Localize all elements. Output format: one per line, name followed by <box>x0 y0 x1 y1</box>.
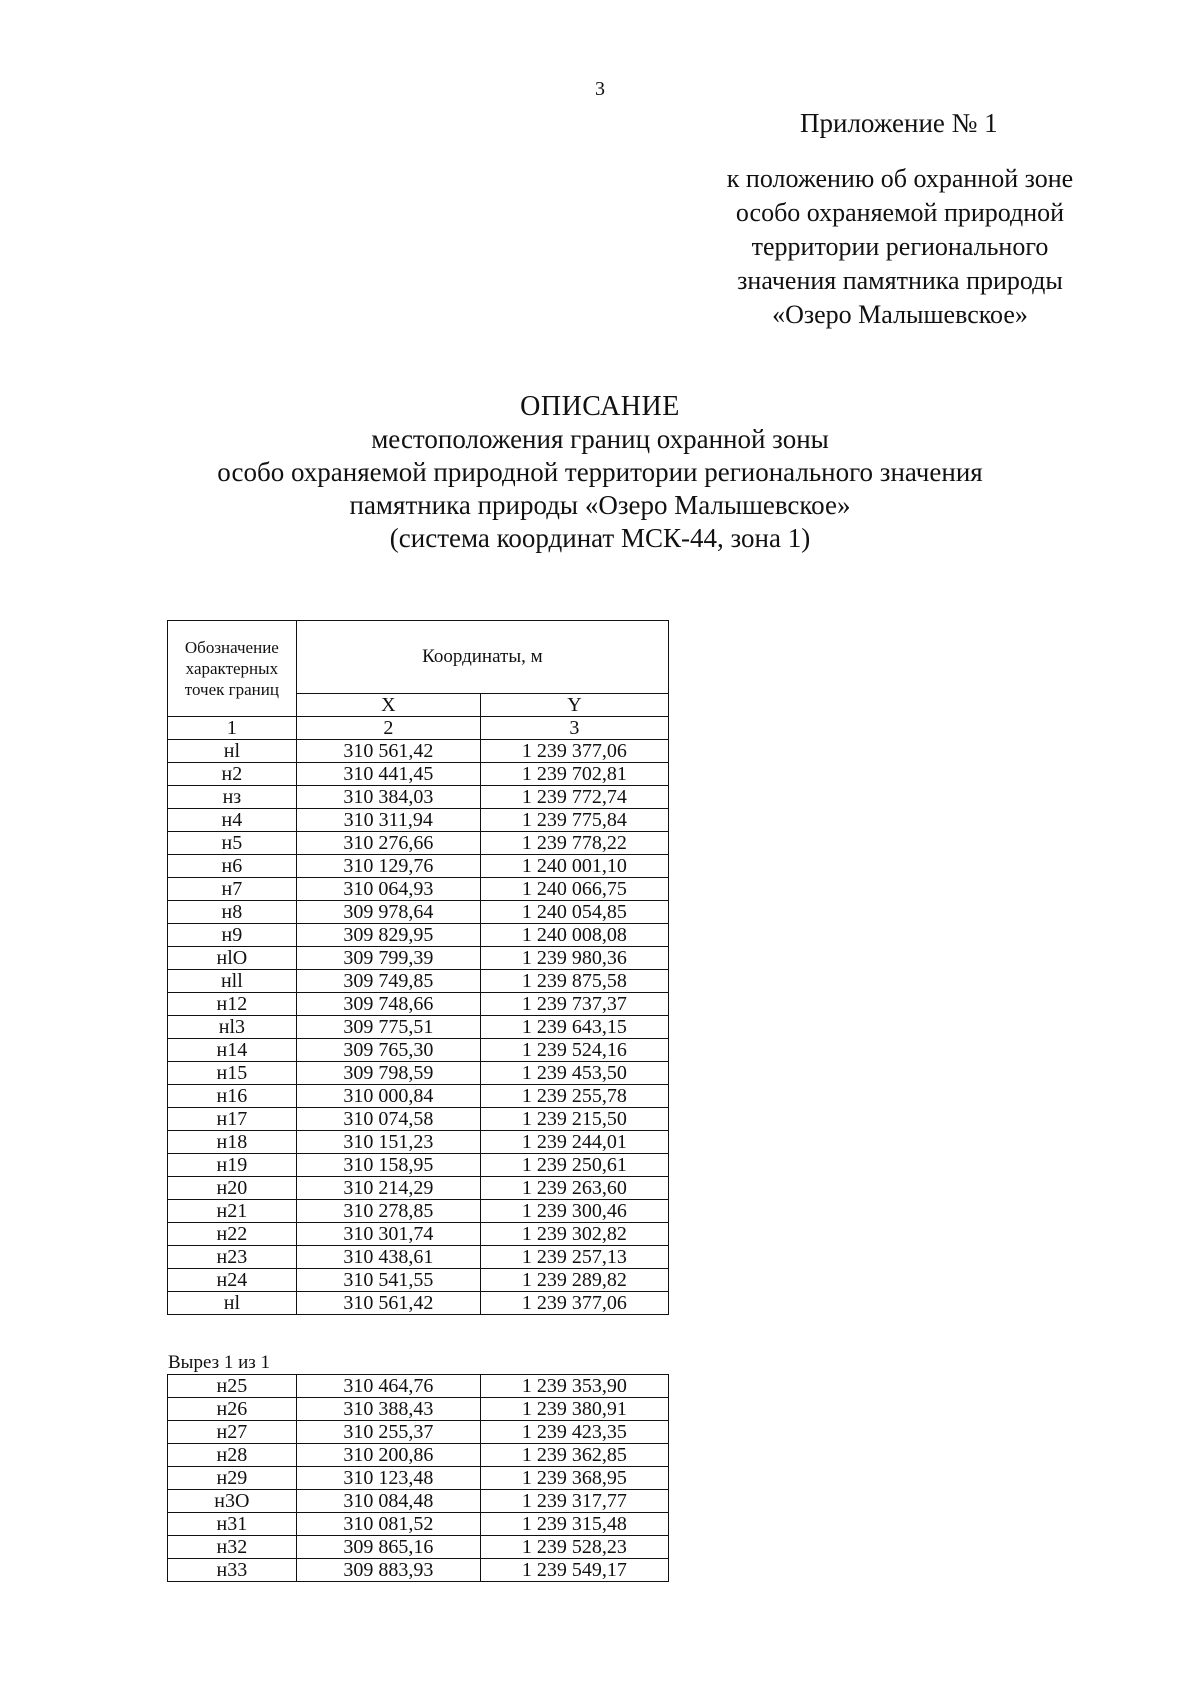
y-value: 1 239 423,35 <box>480 1421 668 1444</box>
y-value: 1 239 250,61 <box>480 1154 668 1177</box>
y-value: 1 240 008,08 <box>480 924 668 947</box>
table-row <box>168 1039 669 1062</box>
point-label: н8 <box>168 901 297 924</box>
cutout-caption: Вырез 1 из 1 <box>168 1352 271 1373</box>
y-value: 1 239 380,91 <box>480 1398 668 1421</box>
y-value: 1 239 778,22 <box>480 832 668 855</box>
y-value: 1 239 362,85 <box>480 1444 668 1467</box>
x-value: 310 276,66 <box>296 832 480 855</box>
table-row <box>168 740 669 763</box>
table-row <box>168 1444 669 1467</box>
point-label: н22 <box>168 1223 297 1246</box>
y-value: 1 239 255,78 <box>480 1085 668 1108</box>
point-label: нll <box>168 970 297 993</box>
point-label: н29 <box>168 1467 297 1490</box>
appendix-subtitle-line: «Озеро Малышевское» <box>772 300 1028 329</box>
point-label: нз <box>168 786 297 809</box>
table-row <box>168 1269 669 1292</box>
point-label: нl <box>168 740 297 763</box>
header-col-number: 1 <box>168 717 297 740</box>
header-y: Y <box>480 694 668 717</box>
heading-line: особо охраняемой природной территории регионального значения <box>217 457 983 487</box>
y-value: 1 239 772,74 <box>480 786 668 809</box>
table-row <box>168 786 669 809</box>
y-value: 1 239 353,90 <box>480 1375 668 1398</box>
point-label: н7 <box>168 878 297 901</box>
x-value: 310 255,37 <box>296 1421 480 1444</box>
appendix-subtitle-line: территории регионального <box>751 232 1049 261</box>
point-label: н6 <box>168 855 297 878</box>
y-value: 1 240 054,85 <box>480 901 668 924</box>
x-value: 310 081,52 <box>296 1513 480 1536</box>
x-value: 309 765,30 <box>296 1039 480 1062</box>
y-value: 1 239 775,84 <box>480 809 668 832</box>
point-label: н24 <box>168 1269 297 1292</box>
point-label: н3О <box>168 1490 297 1513</box>
table-row <box>168 878 669 901</box>
heading-line: (система координат МСК-44, зона 1) <box>389 523 811 553</box>
x-value: 309 829,95 <box>296 924 480 947</box>
point-label: н2 <box>168 763 297 786</box>
table-row <box>168 947 669 970</box>
x-value: 310 074,58 <box>296 1108 480 1131</box>
y-value: 1 239 302,82 <box>480 1223 668 1246</box>
x-value: 310 301,74 <box>296 1223 480 1246</box>
appendix-subtitle-line: значения памятника природы <box>737 266 1063 295</box>
document-heading <box>0 390 1200 555</box>
header-coordinates: Координаты, м <box>296 621 668 694</box>
table-row <box>168 1246 669 1269</box>
point-label: н21 <box>168 1200 297 1223</box>
coordinates-table-body <box>168 740 669 1315</box>
table-row <box>168 1108 669 1131</box>
y-value: 1 239 702,81 <box>480 763 668 786</box>
y-value: 1 239 315,48 <box>480 1513 668 1536</box>
table-row <box>168 1154 669 1177</box>
table-row <box>168 832 669 855</box>
point-label: н19 <box>168 1154 297 1177</box>
point-label: н23 <box>168 1246 297 1269</box>
coordinates-table <box>167 620 669 1315</box>
x-value: 310 129,76 <box>296 855 480 878</box>
y-value: 1 239 215,50 <box>480 1108 668 1131</box>
point-label: н17 <box>168 1108 297 1131</box>
x-value: 310 084,48 <box>296 1490 480 1513</box>
y-value: 1 239 549,17 <box>480 1559 668 1582</box>
table-row <box>168 1292 669 1315</box>
point-label: н5 <box>168 832 297 855</box>
point-label: нl3 <box>168 1016 297 1039</box>
header-col-number: 2 <box>296 717 480 740</box>
point-label: н32 <box>168 1536 297 1559</box>
y-value: 1 239 368,95 <box>480 1467 668 1490</box>
table-row <box>168 901 669 924</box>
point-label: нlО <box>168 947 297 970</box>
y-value: 1 239 875,58 <box>480 970 668 993</box>
point-label: н20 <box>168 1177 297 1200</box>
point-label: н12 <box>168 993 297 1016</box>
header-x: X <box>296 694 480 717</box>
y-value: 1 239 737,37 <box>480 993 668 1016</box>
x-value: 310 311,94 <box>296 809 480 832</box>
y-value: 1 239 317,77 <box>480 1490 668 1513</box>
y-value: 1 239 257,13 <box>480 1246 668 1269</box>
appendix-subtitle-line: к положению об охранной зоне <box>726 164 1074 193</box>
y-value: 1 239 453,50 <box>480 1062 668 1085</box>
x-value: 310 278,85 <box>296 1200 480 1223</box>
table-row <box>168 1559 669 1582</box>
x-value: 309 748,66 <box>296 993 480 1016</box>
y-value: 1 239 980,36 <box>480 947 668 970</box>
point-label: нl <box>168 1292 297 1315</box>
x-value: 310 064,93 <box>296 878 480 901</box>
x-value: 310 561,42 <box>296 740 480 763</box>
table-row <box>168 1177 669 1200</box>
point-label: н27 <box>168 1421 297 1444</box>
table-row <box>168 1223 669 1246</box>
appendix-subtitle-line: особо охраняемой природной <box>735 198 1065 227</box>
table-row <box>168 763 669 786</box>
page-number: 3 <box>595 78 605 100</box>
table-row <box>168 1421 669 1444</box>
x-value: 310 123,48 <box>296 1467 480 1490</box>
table-row <box>168 1131 669 1154</box>
table-row <box>168 993 669 1016</box>
y-value: 1 239 643,15 <box>480 1016 668 1039</box>
point-label: н14 <box>168 1039 297 1062</box>
x-value: 309 775,51 <box>296 1016 480 1039</box>
y-value: 1 239 300,46 <box>480 1200 668 1223</box>
y-value: 1 239 524,16 <box>480 1039 668 1062</box>
appendix-subtitle <box>690 162 1110 332</box>
point-label: н25 <box>168 1375 297 1398</box>
x-value: 309 865,16 <box>296 1536 480 1559</box>
point-label: н18 <box>168 1131 297 1154</box>
table-row <box>168 970 669 993</box>
heading-line: памятника природы «Озеро Малышевское» <box>349 490 851 520</box>
y-value: 1 239 377,06 <box>480 1292 668 1315</box>
y-value: 1 239 263,60 <box>480 1177 668 1200</box>
header-col-number: 3 <box>480 717 668 740</box>
point-label: н31 <box>168 1513 297 1536</box>
x-value: 310 158,95 <box>296 1154 480 1177</box>
x-value: 309 799,39 <box>296 947 480 970</box>
heading-main: ОПИСАНИЕ <box>520 391 680 422</box>
point-label: н9 <box>168 924 297 947</box>
x-value: 310 388,43 <box>296 1398 480 1421</box>
y-value: 1 239 289,82 <box>480 1269 668 1292</box>
x-value: 310 438,61 <box>296 1246 480 1269</box>
table-row <box>168 1375 669 1398</box>
y-value: 1 239 528,23 <box>480 1536 668 1559</box>
y-value: 1 239 377,06 <box>480 740 668 763</box>
x-value: 309 978,64 <box>296 901 480 924</box>
x-value: 310 000,84 <box>296 1085 480 1108</box>
x-value: 310 541,55 <box>296 1269 480 1292</box>
table-row <box>168 1200 669 1223</box>
table-row <box>168 1085 669 1108</box>
appendix-title: Приложение № 1 <box>800 108 998 138</box>
table-row <box>168 1536 669 1559</box>
point-label: н33 <box>168 1559 297 1582</box>
table-row <box>168 809 669 832</box>
table-row <box>168 855 669 878</box>
table-row <box>168 1513 669 1536</box>
table-row <box>168 1467 669 1490</box>
y-value: 1 240 001,10 <box>480 855 668 878</box>
table-row <box>168 1062 669 1085</box>
heading-line: местоположения границ охранной зоны <box>371 424 829 454</box>
table-row <box>168 924 669 947</box>
table-row <box>168 1016 669 1039</box>
point-label: н26 <box>168 1398 297 1421</box>
cutout-table <box>167 1374 669 1582</box>
y-value: 1 239 244,01 <box>480 1131 668 1154</box>
x-value: 309 749,85 <box>296 970 480 993</box>
x-value: 310 464,76 <box>296 1375 480 1398</box>
cutout-table-body <box>168 1375 669 1582</box>
x-value: 310 441,45 <box>296 763 480 786</box>
x-value: 310 151,23 <box>296 1131 480 1154</box>
point-label: н16 <box>168 1085 297 1108</box>
point-label: н28 <box>168 1444 297 1467</box>
header-designation: Обозначение характерных точек границ <box>168 621 297 717</box>
point-label: н4 <box>168 809 297 832</box>
point-label: н15 <box>168 1062 297 1085</box>
y-value: 1 240 066,75 <box>480 878 668 901</box>
table-row <box>168 1398 669 1421</box>
x-value: 310 214,29 <box>296 1177 480 1200</box>
x-value: 309 883,93 <box>296 1559 480 1582</box>
x-value: 310 561,42 <box>296 1292 480 1315</box>
table-row <box>168 1490 669 1513</box>
x-value: 310 384,03 <box>296 786 480 809</box>
x-value: 310 200,86 <box>296 1444 480 1467</box>
x-value: 309 798,59 <box>296 1062 480 1085</box>
